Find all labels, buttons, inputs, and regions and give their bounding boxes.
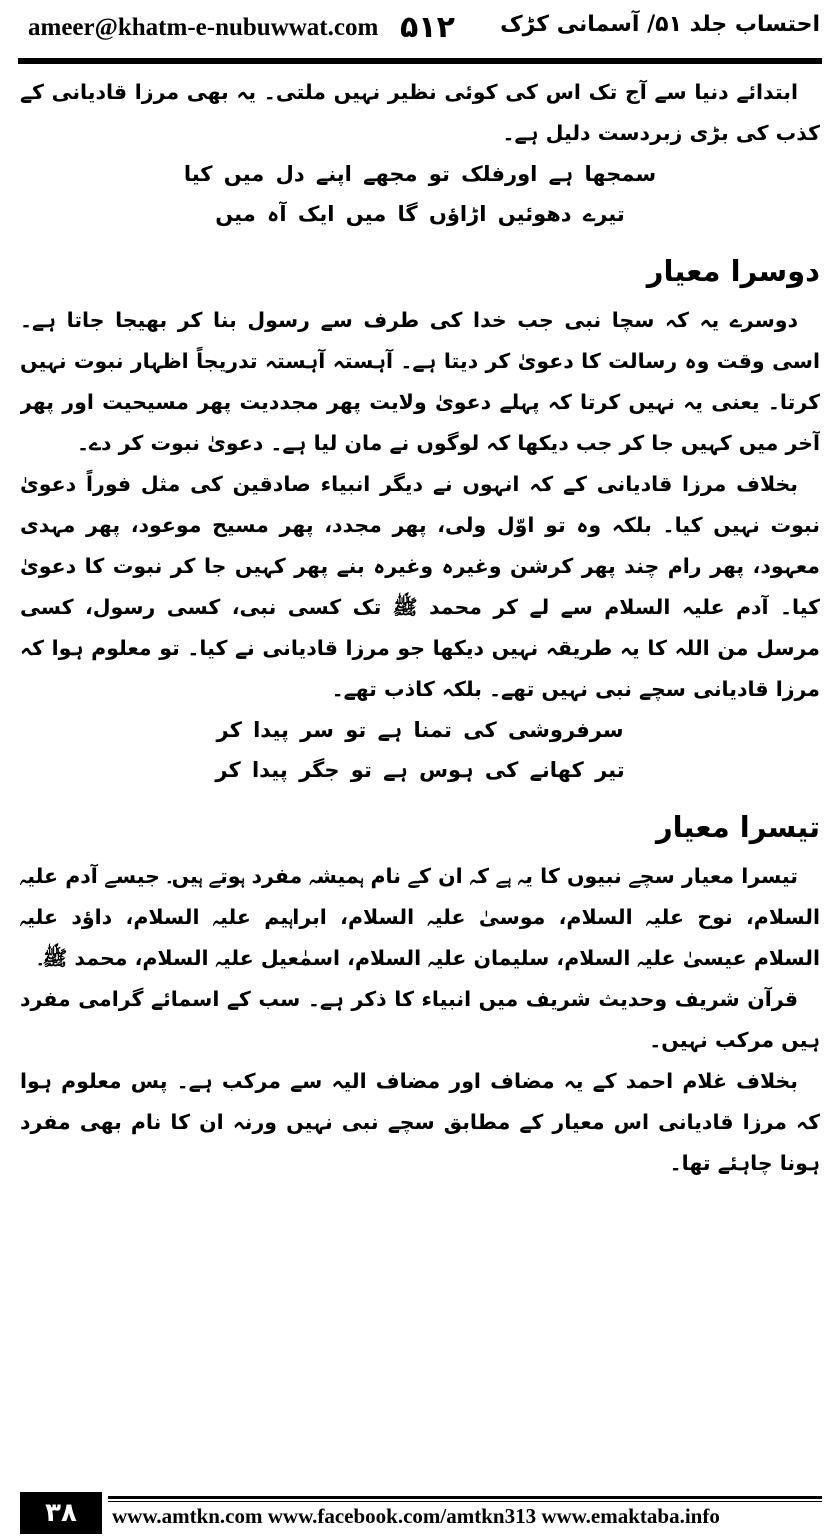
footer-rule-thick — [108, 1496, 822, 1499]
footer-page-number: ۳۸ — [20, 1492, 102, 1534]
footer-links: www.amtkn.com www.facebook.com/amtkn313 www.emaktaba.info — [112, 1504, 720, 1528]
paragraph-6: بخلاف غلام احمد کے یہ مضاف اور مضاف الیہ سے مرکب ہے۔ پس معلوم ہوا کہ مرزا قادیانی اس معیار کے مطابق سچے نبی نہیں ورنہ ان کا نام بھی مفرد ہونا چاہئے تھا۔ — [20, 1069, 820, 1175]
page-content — [20, 72, 820, 1480]
heading-second-criterion: دوسرا معیار — [646, 254, 820, 288]
page-footer — [0, 1488, 840, 1540]
paragraph-5: قرآن شریف وحدیث شریف میں انبیاء کا ذکر ہے۔ سب کے اسمائے گرامی مفرد ہیں مرکب نہیں۔ — [20, 987, 820, 1052]
header-book-title: احتساب جلد ۵۱/ آسمانی کڑک — [500, 12, 820, 37]
header-email: ameer@khatm-e-nubuwwat.com — [28, 14, 379, 41]
paragraph-4: تیسرا معیار سچے نبیوں کا یہ ہے کہ ان کے نام ہمیشہ مفرد ہوتے ہیں۔ جیسے آدم علیہ السلام، نوح علیہ السلام، موسیٰ علیہ السلام، ابراہیم علیہ السلام، داؤد علیہ السلام عیسیٰ علیہ السلام، سلیمان علیہ السلام، اسمٰعیل علیہ السلام، محمد ﷺ۔ — [20, 864, 820, 970]
footer-rule-thin — [108, 1501, 822, 1502]
header-rule — [18, 58, 822, 64]
heading-third-criterion: تیسرا معیار — [655, 810, 820, 844]
couplet-2-line-1: سرفروشی کی تمنا ہے تو سر پیدا کر — [216, 718, 624, 742]
paragraph-1: ابتدائے دنیا سے آج تک اس کی کوئی نظیر نہیں ملتی۔ یہ بھی مرزا قادیانی کے کذب کی بڑی زبردست دلیل ہے۔ — [20, 80, 820, 145]
paragraph-2: دوسرے یہ کہ سچا نبی جب خدا کی طرف سے رسول بنا کر بھیجا جاتا ہے۔ اسی وقت وہ رسالت کا دعویٰ کر دیتا ہے۔ آہستہ آہستہ تدریجاً اظہار نبوت نہیں کرتا۔ یعنی یہ نہیں کرتا کہ پہلے دعویٰ ولایت پھر مجددیت پھر مسیحیت اور پھر آخر میں کہیں جا کر جب دیکھا کہ لوگوں نے مان لیا ہے۔ دعویٰ نبوت کر دے۔ — [20, 308, 820, 455]
paragraph-3: بخلاف مرزا قادیانی کے کہ انہوں نے دیگر انبیاء صادقین کی مثل فوراً دعویٰ نبوت نہیں کیا۔ بلکہ وہ تو اوّل ولی، پھر مجدد، پھر مسیح موعود، پھر مہدی معہود، پھر رام چند پھر کرشن وغیرہ وغیرہ بنے پھر کہیں جا کر نبوت کا دعویٰ کیا۔ آدم علیہ السلام سے لے کر محمد ﷺ تک کسی نبی، کسی رسول، کسی مرسل من اللہ کا یہ طریقہ نہیں دیکھا جو مرزا قادیانی نے کیا۔ تو معلوم ہوا کہ مرزا قادیانی سچے نبی نہیں تھے۔ بلکہ کاذب تھے۔ — [20, 472, 820, 701]
couplet-1-line-2: تیرے دھوئیں اڑاؤں گا میں ایک آہ میں — [215, 202, 625, 226]
header-page-number: ۵۱۲ — [400, 10, 455, 45]
couplet-1-line-1: سمجھا ہے اورفلک تو مجھے اپنے دل میں کیا — [183, 162, 657, 186]
page-header — [0, 0, 840, 68]
couplet-2-line-2: تیر کھانے کی ہوس ہے تو جگر پیدا کر — [215, 758, 625, 782]
